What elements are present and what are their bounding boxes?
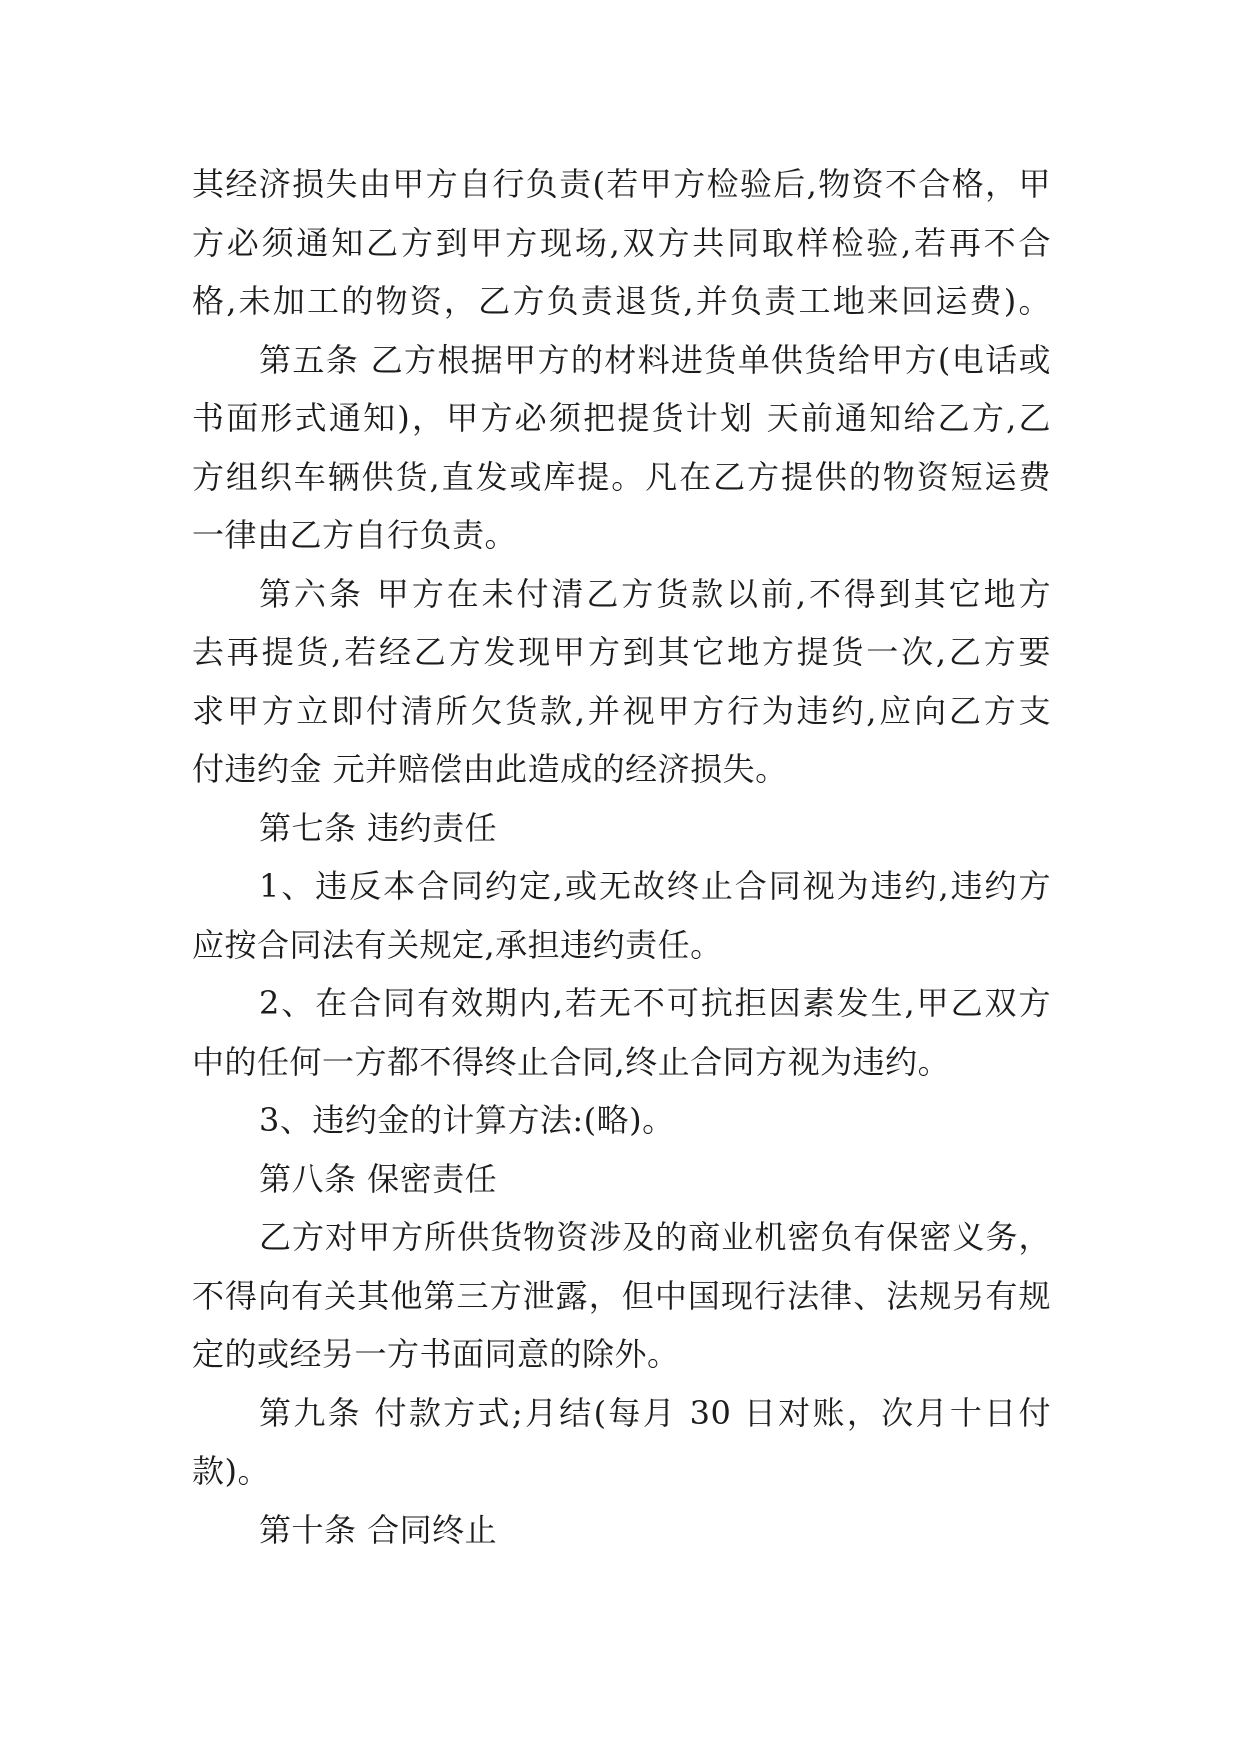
document-body — [192, 155, 1051, 1559]
article-heading — [192, 1501, 1051, 1560]
text-line: 1、违反本合同约定,或无故终止合同视为违约,违约方 — [259, 867, 1051, 905]
clause-item — [192, 974, 1051, 1091]
text-line: 付违约金 元并赔偿由此造成的经济损失。 — [192, 750, 788, 788]
text-line: 定的或经另一方书面同意的除外。 — [192, 1335, 680, 1373]
text-line: 第六条 甲方在未付清乙方货款以前,不得到其它地方 — [259, 574, 1051, 613]
text-line: 3、违约金的计算方法:(略)。 — [259, 1101, 675, 1139]
paragraph-article-5 — [192, 331, 1051, 565]
text-line: 应按合同法有关规定,承担违约责任。 — [192, 925, 723, 964]
text-line: 去再提货,若经乙方发现甲方到其它地方提货一次,乙方要 — [192, 633, 1051, 671]
text-line: 其经济损失由甲方自行负责(若甲方检验后,物资不合格，甲 — [192, 165, 1051, 203]
paragraph-article-9 — [192, 1384, 1051, 1501]
article-heading — [192, 799, 1051, 858]
text-line: 方组织车辆供货,直发或库提。凡在乙方提供的物资短运费 — [192, 457, 1051, 496]
text-line: 第七条 违约责任 — [259, 808, 498, 847]
text-line: 第八条 保密责任 — [259, 1159, 498, 1198]
text-line: 求甲方立即付清所欠货款,并视甲方行为违约,应向乙方支 — [192, 691, 1051, 730]
text-line: 第九条 付款方式;月结(每月 30 日对账，次月十日付 — [259, 1393, 1051, 1432]
text-line: 款)。 — [192, 1452, 270, 1490]
paragraph — [192, 155, 1051, 331]
text-line: 方必须通知乙方到甲方现场,双方共同取样检验,若再不合 — [192, 223, 1051, 262]
text-line: 中的任何一方都不得终止合同,终止合同方视为违约。 — [192, 1042, 951, 1081]
text-line: 格,未加工的物资，乙方负责退货,并负责工地来回运费)。 — [192, 282, 1051, 320]
clause-item — [192, 1091, 1051, 1150]
paragraph — [192, 1208, 1051, 1384]
text-line: 2、在合同有效期内,若无不可抗拒因素发生,甲乙双方 — [259, 984, 1051, 1022]
text-line: 书面形式通知)，甲方必须把提货计划 天前通知给乙方,乙 — [192, 399, 1051, 437]
clause-item — [192, 857, 1051, 974]
article-heading — [192, 1150, 1051, 1209]
paragraph-article-6 — [192, 565, 1051, 799]
text-line: 乙方对甲方所供货物资涉及的商业机密负有保密义务， — [259, 1218, 1051, 1256]
text-line: 一律由乙方自行负责。 — [192, 516, 518, 554]
text-line: 不得向有关其他第三方泄露，但中国现行法律、法规另有规 — [192, 1276, 1051, 1315]
text-line: 第五条 乙方根据甲方的材料进货单供货给甲方(电话或 — [259, 340, 1051, 379]
text-line: 第十条 合同终止 — [259, 1510, 498, 1549]
